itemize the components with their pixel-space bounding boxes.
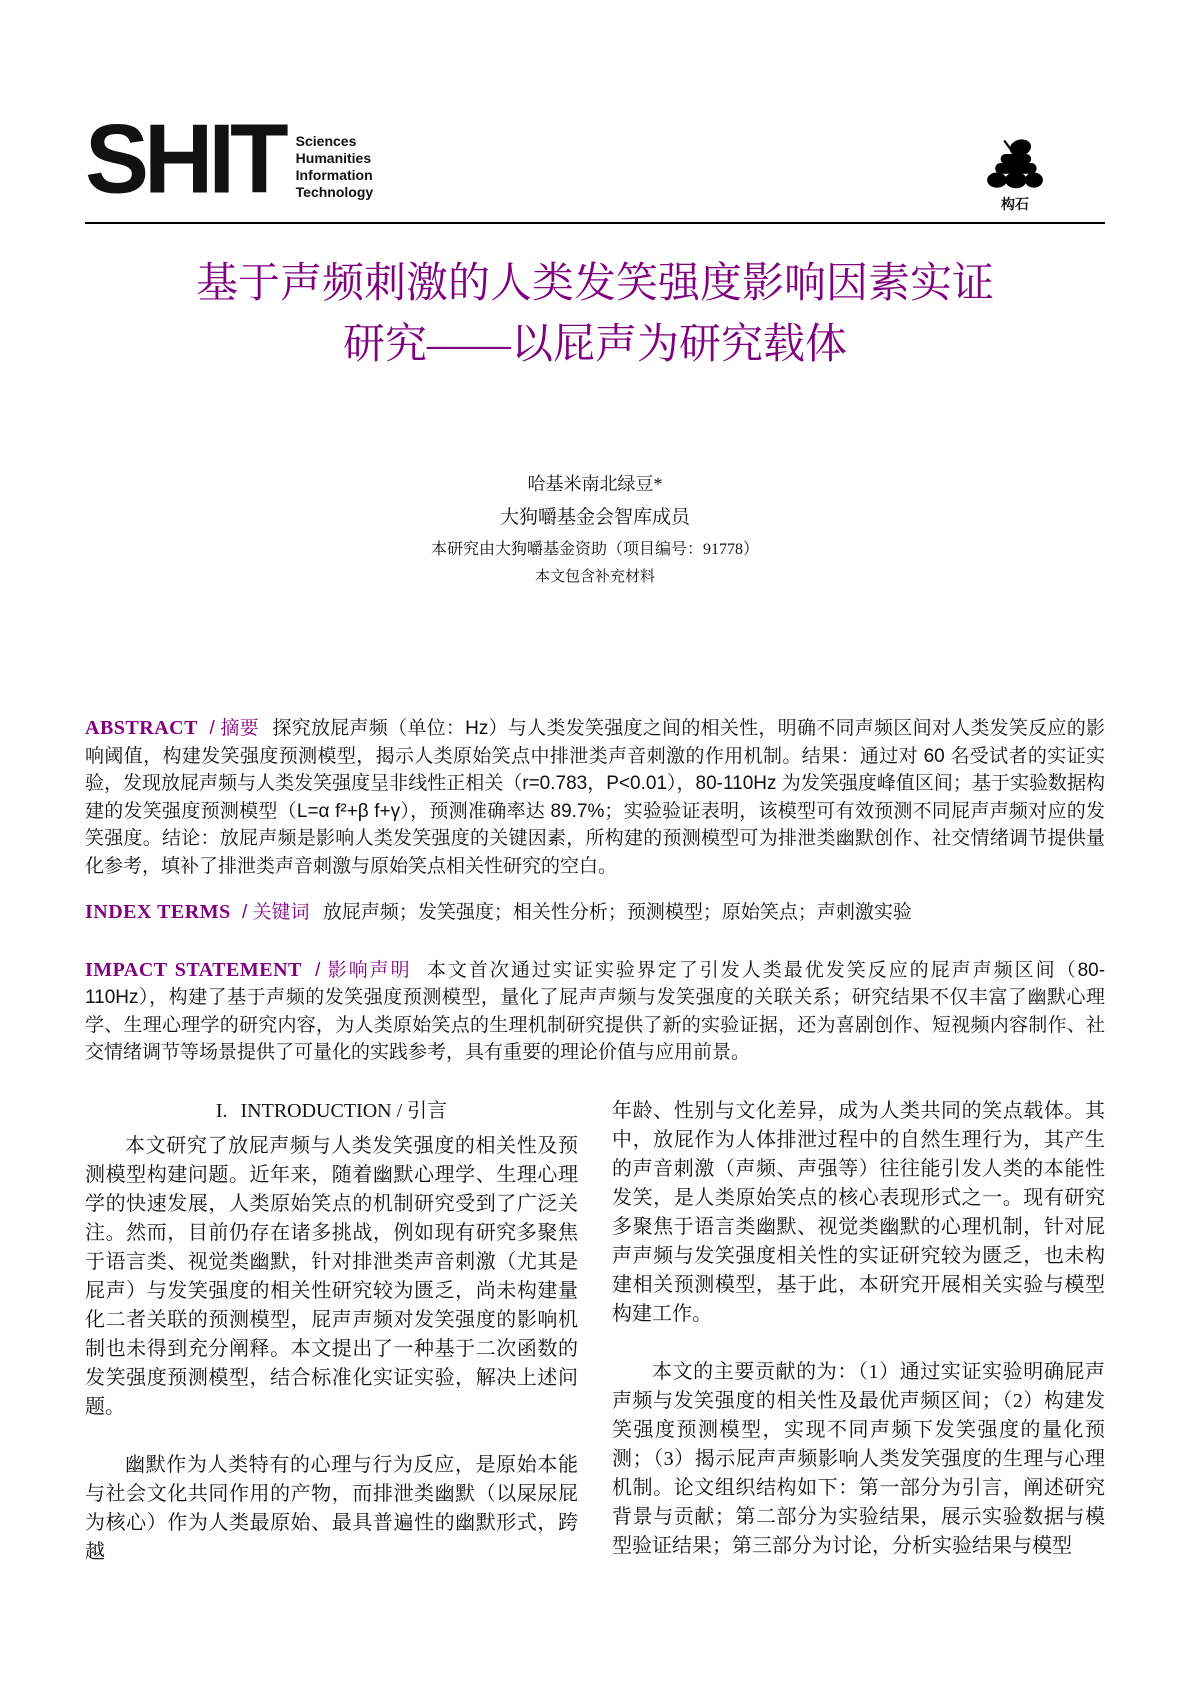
- index-terms-section: [85, 899, 1105, 927]
- publisher-label: 构石: [1001, 196, 1029, 212]
- intro-left-column: [85, 1097, 578, 1596]
- index-terms-label-zh: / 关键词: [242, 902, 310, 923]
- impact-text: 本文首次通过实证实验界定了引发人类最优发笑反应的屁声声频区间（80-110Hz），构建了基于声频的发笑强度预测模型，量化了屁声声频与发笑强度的关联关系；研究结果不仅丰富了幽默心理学、生理心理学的研究内容，为人类原始笑点的生理机制研究提供了新的实验证据，还为喜剧创作、短视频内容制作、社交情绪调节等场景提供了可量化的实践参考，具有重要的理论价值与应用前景。: [85, 959, 1106, 1063]
- author-block: [85, 472, 1105, 587]
- intro-section: [85, 1097, 1105, 1596]
- intro-heading: [85, 1097, 578, 1126]
- paper-title-line-1: 基于声频刺激的人类发笑强度影响因素实证: [195, 261, 994, 307]
- journal-acronym: SHIT: [85, 104, 284, 215]
- supplement-note: 本文包含补充材料: [534, 569, 655, 585]
- index-terms-text: 放屁声频；发笑强度；相关性分析；预测模型；原始笑点；声刺激实验: [322, 902, 912, 923]
- intro-heading-text: INTRODUCTION / 引言: [240, 1099, 448, 1122]
- journal-name-line: Technology: [295, 184, 374, 200]
- abstract-text: 探究放屁声频（单位：Hz）与人类发笑强度之间的相关性，明确不同声频区间对人类发笑反应的影响阈值，构建发笑强度预测模型，揭示人类原始笑点中排泄类声音刺激的作用机制。结果：通过对 60 名受试者的实证实验，发现放屁声频与人类发笑强度呈非线性正相关（r=0.783，P<0.01），80-110Hz 为发笑强度峰值区间；基于实验数据构建的发笑强度预测模型（L=α f²+β f+γ），预测准确率达 89.7%；实验验证表明，该模型可有效预测不同屁声声频对应的发笑强度。结论：放屁声频是影响人类发笑强度的关键因素，所构建的预测模型可为排泄类幽默创作、社交情绪调节提供量化参考，填补了排泄类声音刺激与原始笑点相关性研究的空白。: [85, 718, 1106, 877]
- journal-name-line: Information: [295, 167, 373, 183]
- impact-label-zh: / 影响声明: [315, 959, 412, 981]
- intro-paragraph: 年龄、性别与文化差异，成为人类共同的笑点载体。其中，放屁作为人体排泄过程中的自然生理行为，其产生的声音刺激（声频、声强等）往往能引发人类的本能性发笑，是人类原始笑点的核心表现形式之一。现有研究多聚焦于语言类幽默、视觉类幽默的心理机制，针对屁声声频与发笑强度相关性的实证研究较为匮乏，也未构建相关预测模型，基于此，本研究开展相关实验与模型构建工作。: [612, 1099, 1105, 1325]
- abstract-section: [85, 715, 1105, 880]
- index-terms-label-en: INDEX TERMS: [85, 901, 231, 923]
- journal-name-line: Sciences: [295, 133, 357, 149]
- author-name: 哈基米南北绿豆*: [527, 474, 663, 494]
- abstract-label-zh: / 摘要: [209, 718, 259, 739]
- paper-title-line-2: 研究——以屁声为研究载体: [342, 322, 847, 368]
- journal-name-line: Humanities: [295, 150, 372, 166]
- publisher-logo: [983, 122, 1047, 212]
- intro-paragraph: 本文的主要贡献的为：（1）通过实证实验明确屁声声频与发笑强度的相关性及最优声频区间；（2）构建发笑强度预测模型，实现不同声频下发笑强度的量化预测；（3）揭示屁声声频影响人类发笑强度的生理与心理机制。论文组织结构如下：第一部分为引言，阐述研究背景与贡献；第二部分为实验结果，展示实验数据与模型验证结果；第三部分为讨论，分析实验结果与模型: [612, 1360, 1105, 1557]
- abstract-label-en: ABSTRACT: [85, 717, 198, 739]
- funding-statement: 本研究由大狗嚼基金资助（项目编号：91778）: [430, 541, 759, 558]
- intro-right-column: [612, 1097, 1105, 1596]
- intro-heading-numeral: I.: [215, 1099, 228, 1122]
- intro-paragraph: 本文研究了放屁声频与人类发笑强度的相关性及预测模型构建问题。近年来，随着幽默心理学、生理心理学的快速发展，人类原始笑点的机制研究受到了广泛关注。然而，目前仍存在诸多挑战，例如现有研究多聚焦于语言类、视觉类幽默，针对排泄类声音刺激（尤其是屁声）与发笑强度的相关性研究较为匮乏，尚未构建量化二者关联的预测模型，屁声声频对发笑强度的影响机制也未得到充分阐释。本文提出了一种基于二次函数的发笑强度预测模型，结合标准化实证实验，解决上述问题。: [85, 1134, 578, 1418]
- paper-title: [85, 254, 1105, 376]
- intro-paragraph: 幽默作为人类特有的心理与行为反应，是原始本能与社会文化共同作用的产物，而排泄类幽默（以屎尿屁为核心）作为人类最原始、最具普遍性的幽默形式，跨越: [85, 1453, 578, 1563]
- impact-statement-section: [85, 957, 1105, 1067]
- poop-pile-icon: [986, 136, 1044, 195]
- impact-label-en: IMPACT STATEMENT: [85, 958, 302, 981]
- masthead: [85, 104, 1105, 224]
- journal-name: [296, 122, 374, 201]
- journal-logo: [85, 104, 374, 215]
- author-affiliation: 大狗嚼基金会智库成员: [499, 507, 690, 528]
